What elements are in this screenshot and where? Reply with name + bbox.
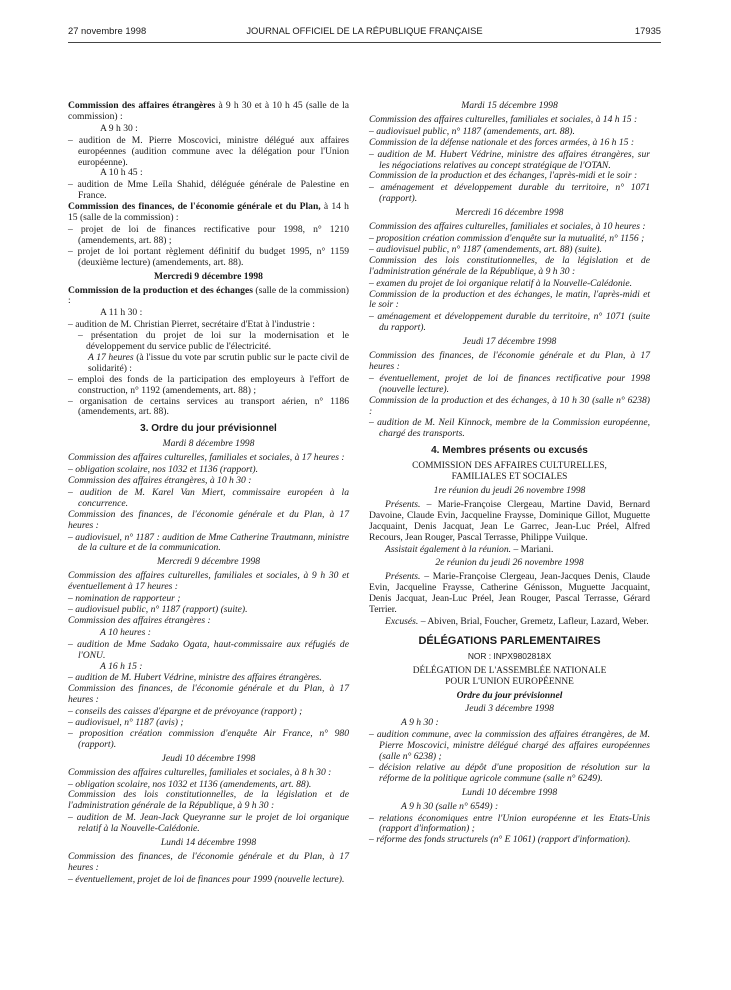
time-line: A 9 h 30 : [401,717,439,729]
agenda-item: – emploi des fonds de la participation des employeurs à l'effort de construction, n° 1192 (amendements, art. 88) ; [68,373,349,396]
day-heading: Mercredi 9 décembre 1998 [156,556,261,568]
delegation-agenda [369,704,650,846]
committee-line: Commission des finances, de l'économie générale et du Plan, à 17 heures : [68,683,349,706]
day-heading: Jeudi 10 décembre 1998 [161,752,256,764]
time-line: A 16 h 15 : [100,660,143,672]
day-heading: Lundi 14 décembre 1998 [160,837,257,849]
time-line: A 10 heures : [100,626,151,638]
committee-line: Commission des affaires culturelles, familiales et sociales, à 10 heures : [369,221,646,233]
section-heading: DÉLÉGATIONS PARLEMENTAIRES [418,634,601,647]
committee-line: Commission de la défense nationale et des forces armées, à 16 h 15 : [369,136,635,148]
committee-line: Commission des affaires étrangères : [68,614,211,626]
block-title: Commission des finances, de l'économie générale et du Plan, à 14 h 15 (salle de la commission) : [68,201,349,224]
agenda-item: – audiovisuel public, n° 1187 (rapport) (suite). [68,603,248,615]
committee-line: Commission des finances, de l'économie générale et du Plan, à 17 heures : [68,508,349,531]
day-heading: Lundi 10 décembre 1998 [461,786,558,798]
agenda-item: – audition de M. Hubert Védrine, ministre des affaires étrangères. [68,672,322,684]
attendance-excused: Excusés. – Abiven, Brial, Foucher, Gremetz, Lafleur, Lazard, Weber. [385,615,649,627]
agenda-item: – audition de M. Neil Kinnock, membre de la Commission européenne, chargé des transports. [369,417,650,440]
meeting-heading: 1re réunion du jeudi 26 novembre 1998 [433,485,586,496]
agenda-item: – audiovisuel public, n° 1187 (amendements, art. 88). [369,125,575,137]
committee-line: Commission des affaires culturelles, familiales et sociales, à 9 h 30 et éventuellement à 17 heures : [68,570,349,593]
delegation-caps: POUR L'UNION EUROPÉENNE [445,676,574,687]
agenda-item: – audition de M. Jean-Jack Queyranne sur le projet de loi organique relatif à la Nouvelle-Calédonie. [68,812,349,835]
agenda-item: – audition de Mme Sadako Ogata, haut-commissaire aux réfugiés de l'ONU. [68,638,349,661]
day-heading: Jeudi 3 décembre 1998 [465,703,554,715]
day-heading: Mercredi 9 décembre 1998 [154,270,263,282]
agenda-item: – aménagement et développement durable du territoire, n° 1071 (suite du rapport). [369,311,650,334]
agenda-item: – décision relative au dépôt d'une proposition de résolution sur la réforme de la politique agricole commune (salle n° 6249). [369,761,650,784]
agenda-item: – audiovisuel, n° 1187 (avis) ; [68,717,184,729]
committee-caps: FAMILIALES ET SOCIALES [451,472,568,483]
agenda-item: – audiovisuel public, n° 1187 (amendements, art. 88) (suite). [369,243,602,255]
agenda-item: – examen du projet de loi organique relatif à la Nouvelle-Calédonie. [369,277,632,289]
meeting-heading: 2e réunion du jeudi 26 novembre 1998 [435,557,584,569]
delegation-caps: DÉLÉGATION DE L'ASSEMBLÉE NATIONALE [412,665,607,676]
agenda-item: – audition de M. Karel Van Miert, commissaire européen à la concurrence. [68,486,349,509]
page-header [68,26,661,40]
time-line: A 9 h 30 (salle n° 6549) : [401,800,499,812]
forecast-agenda-continued [369,101,650,440]
forecast-agenda [68,439,349,885]
agenda-item: – audition de M. Pierre Moscovici, ministre délégué aux affaires européennes (audition commune avec la délégation pour l'Union européenne). [68,134,349,168]
header-rule [68,42,661,43]
agenda-heading: Ordre du jour prévisionnel [456,689,563,701]
agenda-item: – obligation scolaire, nos 1032 et 1136 (amendements, art. 88). [68,778,312,790]
section-heading: 3. Ordre du jour prévisionnel [140,423,277,435]
committee-line: Commission de la production et des échanges, à 10 h 30 (salle n° 6238) : [369,394,650,417]
committee-line: Commission des finances, de l'économie générale et du Plan, à 17 heures : [369,350,650,372]
agenda-item: – projet de loi de finances rectificative pour 1998, n° 1210 (amendements, art. 88) ; [68,223,349,246]
agenda-item: – projet de loi portant règlement définitif du budget 1995, n° 1159 (deuxième lecture) (amendements, art. 88). [68,245,349,268]
agenda-item: – éventuellement, projet de loi de finances pour 1999 (nouvelle lecture). [68,873,345,885]
attendance-present: Présents. – Marie-Françoise Clergeau, Martine David, Bernard Davoine, Claude Evin, Jacqueline Fraysse, Dominique Gillot, Muguette Jacquaint, Denis Jacquat, Jean Le Garrec, Jean-Luc Préel, Alfred Recours, Jean Rouger, Pascal Terrasse, Philippe Vuilque. [369,498,650,543]
agenda-item: – audition commune, avec la commission des affaires étrangères, de M. Pierre Moscovici, ministre délégué chargé des affaires européennes (salle n° 6238) ; [369,729,650,763]
committee-line: Commission de la production et des échanges, l'après-midi et le soir : [369,170,638,182]
agenda-item: – organisation de certains services au transport aérien, n° 1186 (amendements, art. 88). [68,395,349,418]
agenda-item: – conseils des caisses d'épargne et de prévoyance (rapport) ; [68,706,303,718]
time-line: A 9 h 30 : [100,122,138,134]
section-heading: 4. Membres présents ou excusés [431,445,588,457]
agenda-item: – proposition création commission d'enquête Air France, n° 980 (rapport). [68,727,349,750]
day-heading: Mardi 8 décembre 1998 [162,438,255,450]
right-column [369,101,650,846]
agenda-subitem: A 17 heures (à l'issue du vote par scrutin public sur le pacte civil de solidarité) : [88,351,349,374]
agenda-item: – obligation scolaire, nos 1032 et 1136 (rapport). [68,464,259,476]
header-page-number: 17935 [634,25,661,36]
attendance-assisting: Assistait également à la réunion. – Mariani. [385,543,554,555]
block-title: Commission des affaires étrangères à 9 h 30 et à 10 h 45 (salle de la commission) : [68,100,349,122]
committee-line: Commission des lois constitutionnelles, de la législation et de l'administration générale de la République, à 9 h 30 : [68,789,349,812]
committee-line: Commission des affaires culturelles, familiales et sociales, à 17 heures : [68,452,345,464]
committee-line: Commission des affaires étrangères, à 10 h 30 : [68,475,252,486]
agenda-item: – nomination de rapporteur ; [68,593,181,605]
agenda-item: – éventuellement, projet de loi de finances rectificative pour 1998 (nouvelle lecture). [369,372,650,395]
time-line: A 10 h 45 : [100,167,143,179]
agenda-item: – aménagement et développement durable du territoire, n° 1071 (rapport). [369,182,650,205]
agenda-subitem: – présentation du projet de loi sur la modernisation et le développement du service public de l'électricité. [78,330,349,353]
committee-line: Commission des affaires culturelles, familiales et sociales, à 8 h 30 : [68,766,332,778]
agenda-item: – audiovisuel, n° 1187 : audition de Mme Catherine Trautmann, ministre de la culture et de la communication. [68,531,349,554]
nor-reference: NOR : INPX9802818X [467,650,552,661]
header-date: 27 novembre 1998 [68,25,147,36]
attendance-present: Présents. – Marie-Françoise Clergeau, Jean-Jacques Denis, Claude Evin, Jacqueline Fraysse, Catherine Génisson, Muguette Jacquaint, Denis Jacquat, Jean-Luc Préel, Jean Rouger, Pascal Terrasse, Gérard Terrier. [369,571,650,616]
committee-line: Commission des finances, de l'économie générale et du Plan, à 17 heures : [68,851,349,873]
time-line: A 11 h 30 : [100,307,143,319]
block-title: Commission de la production et des échanges (salle de la commission) : [68,284,350,307]
committee-caps: COMMISSION DES AFFAIRES CULTURELLES, [412,461,607,472]
day-heading: Mardi 15 décembre 1998 [461,100,558,111]
committee-line: Commission de la production et des échanges, le matin, l'après-midi et le soir : [369,288,650,311]
header-title: JOURNAL OFFICIEL DE LA RÉPUBLIQUE FRANÇAISE [246,25,483,36]
agenda-item: – audition de M. Hubert Védrine, ministre des affaires étrangères, sur les négociations relatives au concept stratégique de l'OTAN. [369,148,650,171]
agenda-item: – réforme des fonds structurels (n° E 1061) (rapport d'information). [369,834,631,846]
committee-line: Commission des affaires culturelles, familiales et sociales, à 14 h 15 : [369,113,638,125]
agenda-item: – audition de Mme Leïla Shahid, déléguée générale de Palestine en France. [68,179,349,202]
left-column [68,101,349,886]
agenda-item: – audition de M. Christian Pierret, secrétaire d'Etat à l'industrie : [68,319,315,331]
agenda-item: – relations économiques entre l'Union européenne et les Etats-Unis (rapport d'information) ; [369,812,650,835]
day-heading: Jeudi 17 décembre 1998 [462,336,557,348]
agenda-item: – proposition création commission d'enquête sur la mutualité, n° 1156 ; [369,232,645,244]
committee-line: Commission des lois constitutionnelles, de la législation et de l'administration générale de la République, à 9 h 30 : [369,254,650,277]
day-heading: Mercredi 16 décembre 1998 [455,207,564,219]
